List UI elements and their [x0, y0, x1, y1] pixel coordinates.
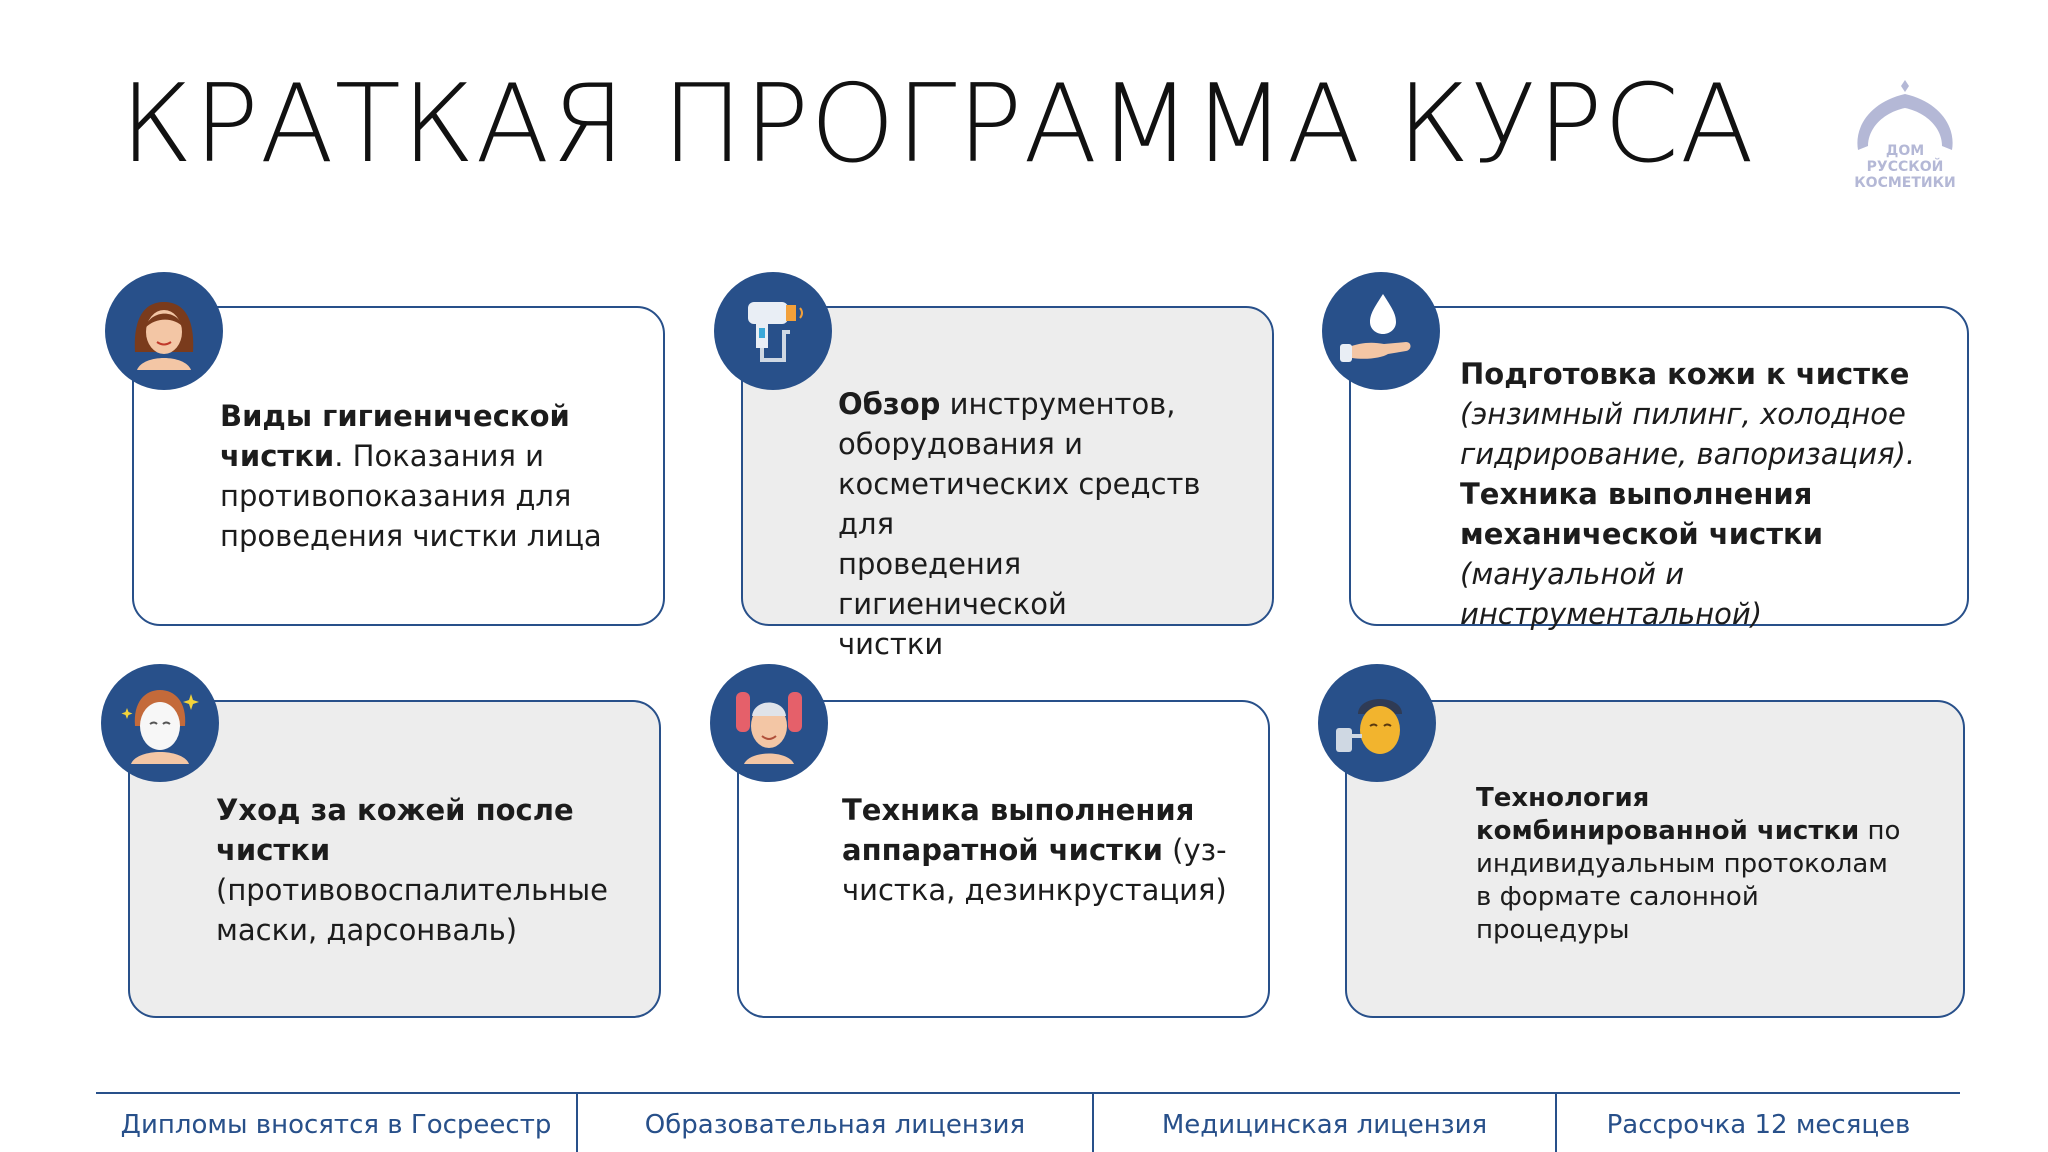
card-2-line-4: проведения гигиенической	[838, 547, 1067, 621]
card-2-line-3: косметических средств для	[838, 467, 1201, 541]
card-1-rest-1: . Показания и	[334, 439, 545, 473]
footer-item-registry: Дипломы вносятся в Госреестр	[120, 1110, 552, 1140]
page-title: КРАТКАЯ ПРОГРАММА КУРСА	[120, 62, 1755, 187]
card-1-bold-2: чистки	[220, 439, 335, 473]
woman-face-icon	[105, 272, 223, 390]
card-6-line-3: индивидуальным протоколам	[1476, 849, 1888, 879]
card-6-bold-1: Технология	[1476, 783, 1650, 813]
card-5-bold-1: Техника выполнения	[842, 793, 1195, 827]
water-drop-hand-icon	[1322, 272, 1440, 390]
face-treatment-icon	[710, 664, 828, 782]
card-4-bold-2: чистки	[216, 833, 331, 867]
card-6-line-5: процедуры	[1476, 915, 1630, 945]
face-mask-icon	[101, 664, 219, 782]
card-6-text	[1476, 782, 1946, 947]
logo-line-2: РУССКОЙ	[1866, 159, 1944, 175]
footer-divider	[96, 1092, 1960, 1094]
card-4-line-4: маски, дарсонваль)	[216, 913, 518, 947]
card-6-line-4: в формате салонной	[1476, 882, 1759, 912]
card-6-bold-2: комбинированной чистки	[1476, 816, 1860, 846]
card-3-bold-2: Техника выполнения	[1460, 477, 1813, 511]
salon-procedure-icon	[1318, 664, 1436, 782]
card-5-rest-2: (уз-	[1162, 833, 1227, 867]
card-3-bold-3: механической чистки	[1460, 517, 1824, 551]
card-5-line-3: чистка, дезинкрустация)	[842, 873, 1227, 907]
card-5-text	[842, 790, 1262, 910]
card-3-bold-1: Подготовка кожи к чистке	[1460, 357, 1910, 391]
card-2-bold-1: Обзор	[838, 387, 941, 421]
brand-logo	[1840, 72, 1970, 202]
footer-item-edu-license: Образовательная лицензия	[644, 1110, 1026, 1140]
footer-item-med-license: Медицинская лицензия	[1161, 1110, 1488, 1140]
card-3-italic-1: (энзимный пилинг, холодное	[1460, 397, 1906, 431]
card-2-text	[838, 384, 1258, 664]
card-1-line-3: противопоказания для	[220, 479, 572, 513]
card-3-italic-3: (мануальной и инструментальной)	[1460, 557, 1763, 631]
logo-line-1: ДОМ	[1885, 143, 1925, 159]
card-2-line-2: оборудования и	[838, 427, 1083, 461]
card-2-rest-1: инструментов,	[940, 387, 1176, 421]
card-4-bold-1: Уход за кожей после	[216, 793, 574, 827]
card-6-rest-2: по	[1859, 816, 1901, 846]
logo-line-3: КОСМЕТИКИ	[1854, 175, 1956, 191]
card-1-bold-1: Виды гигиенической	[220, 399, 570, 433]
footer-item-installment: Рассрочка 12 месяцев	[1606, 1110, 1911, 1140]
card-1-text	[220, 396, 640, 556]
card-3-text	[1460, 354, 1960, 634]
card-4-line-3: (противовоспалительные	[216, 873, 608, 907]
card-4-text	[216, 790, 656, 950]
card-3-italic-2: гидрирование, вапоризация).	[1460, 437, 1916, 471]
card-2-line-5: чистки	[838, 627, 944, 661]
card-1-line-4: проведения чистки лица	[220, 519, 602, 553]
card-5-bold-2: аппаратной чистки	[842, 833, 1163, 867]
device-icon	[714, 272, 832, 390]
